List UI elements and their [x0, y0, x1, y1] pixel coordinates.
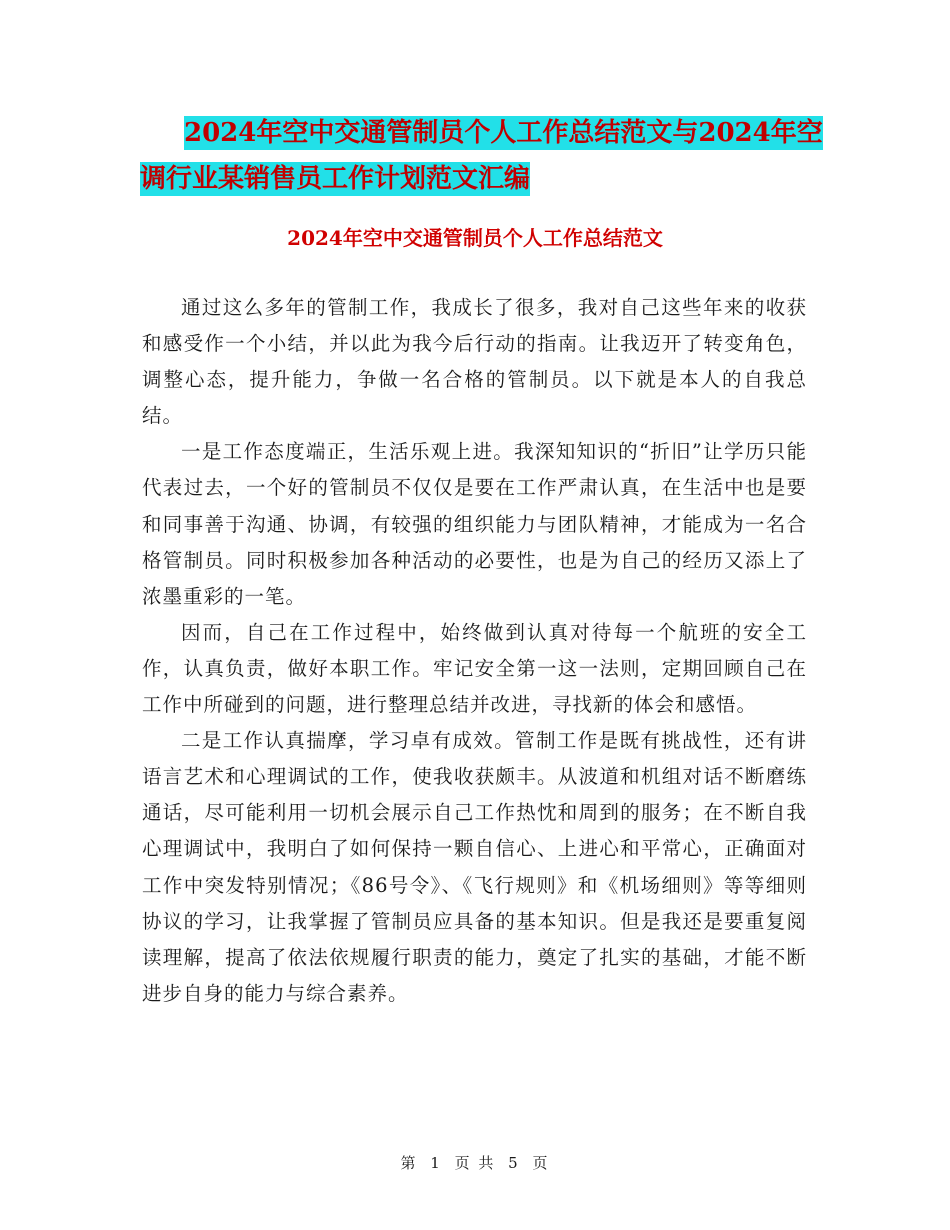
page-current-number: 1	[430, 1154, 442, 1172]
page-footer	[0, 1152, 950, 1174]
page-prefix: 第	[400, 1154, 418, 1172]
document-body	[142, 290, 807, 1012]
section-heading: 2024年空中交通管制员个人工作总结范文	[287, 226, 663, 250]
page-suffix: 页	[532, 1154, 550, 1172]
title-highlight: 调行业某销售员工作计划范文汇编	[140, 164, 531, 194]
document-title-line-1	[184, 110, 840, 156]
paragraph: 因而，自己在工作过程中，始终做到认真对待每一个航班的安全工作，认真负责，做好本职工作。牢记安全第一这一法则，定期回顾自己在工作中所碰到的问题，进行整理总结并改进，寻找新的体会和感悟。	[142, 620, 807, 717]
title-highlight: 2024年空中交通管制员个人工作总结范文与2024年空	[184, 118, 823, 148]
page-middle: 页 共	[454, 1154, 496, 1172]
paragraph: 二是工作认真揣摩，学习卓有成效。管制工作是既有挑战性，还有讲语言艺术和心理调试的工作，使我收获颇丰。从波道和机组对话不断磨练通话，尽可能利用一切机会展示自己工作热忱和周到的服务；在不断自我心理调试中，我明白了如何保持一颗自信心、上进心和平常心，正确面对工作中突发特别情况；《86号令》、《飞行规则》和《机场细则》等等细则协议的学习，让我掌握了管制员应具备的基本知识。但是我还是要重复阅读理解，提高了依法依规履行职责的能力，奠定了扎实的基础，才能不断进步自身的能力与综合素养。	[142, 729, 807, 1005]
paragraph: 通过这么多年的管制工作，我成长了很多，我对自己这些年来的收获和感受作一个小结，并以此为我今后行动的指南。让我迈开了转变角色，调整心态，提升能力，争做一名合格的管制员。以下就是本人的自我总结。	[142, 296, 807, 428]
document-title	[140, 110, 840, 202]
document-title-line-2	[140, 156, 840, 202]
page-total-number: 5	[508, 1154, 520, 1172]
paragraph: 一是工作态度端正，生活乐观上进。我深知知识的“折旧”让学历只能代表过去，一个好的管制员不仅仅是要在工作严肃认真，在生活中也是要和同事善于沟通、协调，有较强的组织能力与团队精神，才能成为一名合格管制员。同时积极参加各种活动的必要性，也是为自己的经历又添上了浓墨重彩的一笔。	[142, 440, 807, 608]
